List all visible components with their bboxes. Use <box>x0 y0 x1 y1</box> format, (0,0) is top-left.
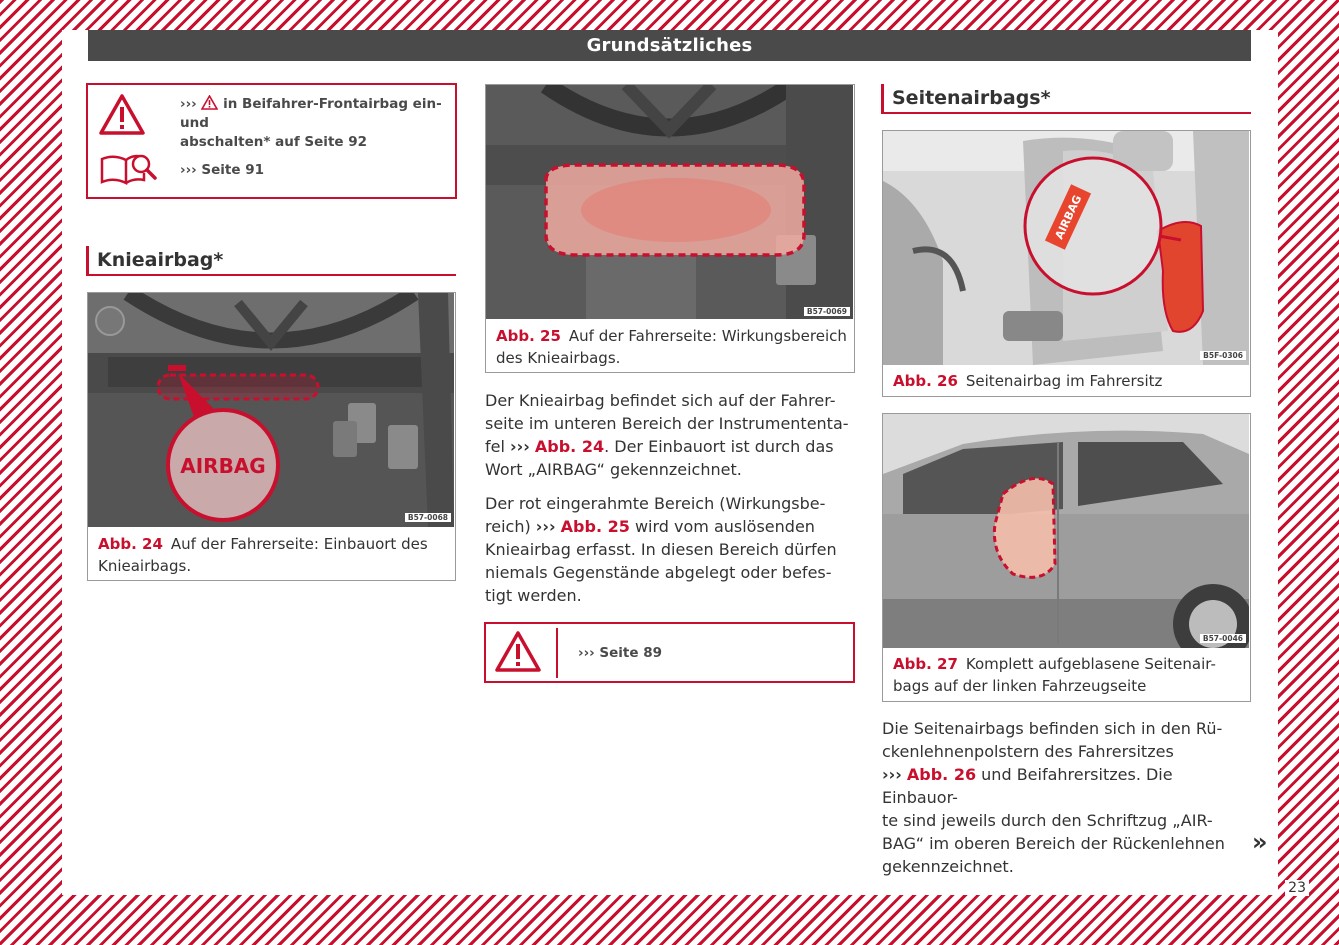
link-abb-25[interactable]: Abb. 25 <box>560 517 630 536</box>
figure-24-caption-line2: Knieairbags. <box>98 557 192 575</box>
figure-25 <box>485 84 855 373</box>
figure-26-image <box>883 131 1249 365</box>
figure-26-code: B5F-0306 <box>1200 351 1246 360</box>
figure-25-code: B57-0069 <box>804 307 850 316</box>
figure-27-image <box>883 414 1249 648</box>
figure-26-label: Abb. 26 <box>893 372 958 390</box>
page-header: Grundsätzliches <box>88 30 1251 61</box>
warning-triangle-icon <box>494 630 542 674</box>
warning-divider <box>556 628 558 678</box>
figure-25-image <box>486 85 853 319</box>
section-title-seitenairbags: Seitenairbags* <box>881 84 1251 114</box>
text-line: und Beifahrersitzes. Die Einbauor- <box>882 765 1173 807</box>
text-line: ckenlehnenpolstern des Fahrersitzes <box>882 742 1174 761</box>
knee-airbag-paragraph-2 <box>485 492 855 607</box>
inline-warning-icon <box>201 95 218 110</box>
text-line: Die Seitenairbags befinden sich in den Rü- <box>882 719 1223 738</box>
text-line: Knieairbag erfasst. In diesen Bereich dürfen <box>485 540 837 559</box>
text-line: tigt werden. <box>485 586 582 605</box>
text-line: Der Knieairbag befindet sich auf der Fahrer- <box>485 391 836 410</box>
link-abb-26[interactable]: Abb. 26 <box>906 765 977 784</box>
chevron-icon: ››› <box>882 765 902 784</box>
text-line: . Der Einbauort ist durch das <box>604 437 834 456</box>
warning-triangle-icon <box>98 93 146 137</box>
figure-27-caption-line1: Komplett aufgeblasene Seitenair- <box>965 655 1216 673</box>
figure-25-caption-line1: Auf der Fahrerseite: Wirkungsbereich <box>568 327 847 345</box>
figure-26 <box>882 130 1251 397</box>
continue-arrow: » <box>1252 828 1268 856</box>
figure-24-label: Abb. 24 <box>98 535 163 553</box>
warning-link-line2[interactable]: abschalten* auf Seite 92 <box>180 134 368 150</box>
side-airbag-paragraph <box>882 717 1252 878</box>
text-line: niemals Gegenstände abgelegt oder befes- <box>485 563 832 582</box>
figure-25-label: Abb. 25 <box>496 327 561 345</box>
text-line: BAG“ im oberen Bereich der Rückenlehnen <box>882 834 1225 853</box>
figure-24-caption-line1: Auf der Fahrerseite: Einbauort des <box>170 535 428 553</box>
text-line: Wort „AIRBAG“ gekennzeichnet. <box>485 460 742 479</box>
knee-airbag-paragraph-1 <box>485 389 855 481</box>
section-title-knieairbag: Knieairbag* <box>86 246 456 276</box>
chevron-icon: ››› <box>510 437 530 456</box>
figure-24-image <box>88 293 454 527</box>
book-search-icon <box>98 149 158 189</box>
airbag-label-text: AIRBAG <box>180 454 266 478</box>
figure-24-code: B57-0068 <box>405 513 451 522</box>
text-line: gekennzeichnet. <box>882 857 1014 876</box>
text-line: fel <box>485 437 511 456</box>
page-number: 23 <box>1285 880 1309 896</box>
chevron-icon: ››› <box>180 96 197 112</box>
chevron-icon: ››› <box>180 162 197 178</box>
text-line: seite im unteren Bereich der Instrumententa- <box>485 414 849 433</box>
figure-27-code: B57-0046 <box>1200 634 1246 643</box>
figure-25-caption-line2: des Knieairbags. <box>496 349 621 367</box>
warning-link-seite89[interactable]: Seite 89 <box>599 645 663 661</box>
warning-box-top <box>86 83 457 199</box>
chevron-icon: ››› <box>535 517 556 536</box>
warning-link-seite91[interactable]: Seite 91 <box>201 162 265 178</box>
text-line: reich) <box>485 517 536 536</box>
figure-26-caption: Seitenairbag im Fahrersitz <box>965 372 1163 390</box>
text-line: Der rot eingerahmte Bereich (Wirkungsbe- <box>485 494 826 513</box>
figure-24 <box>87 292 456 581</box>
figure-27-caption-line2: bags auf der linken Fahrzeugseite <box>893 677 1147 695</box>
chevron-icon: ››› <box>578 645 595 661</box>
text-line: te sind jeweils durch den Schriftzug „AIR- <box>882 811 1213 830</box>
text-line: wird vom auslösenden <box>629 517 815 536</box>
warning-link-line1[interactable]: in Beifahrer-Frontairbag ein- und <box>180 96 442 131</box>
airbag-label-text: AIRBAG <box>1052 193 1085 242</box>
figure-27-label: Abb. 27 <box>893 655 958 673</box>
figure-27 <box>882 413 1251 702</box>
link-abb-24[interactable]: Abb. 24 <box>534 437 605 456</box>
warning-box-middle <box>484 622 855 683</box>
